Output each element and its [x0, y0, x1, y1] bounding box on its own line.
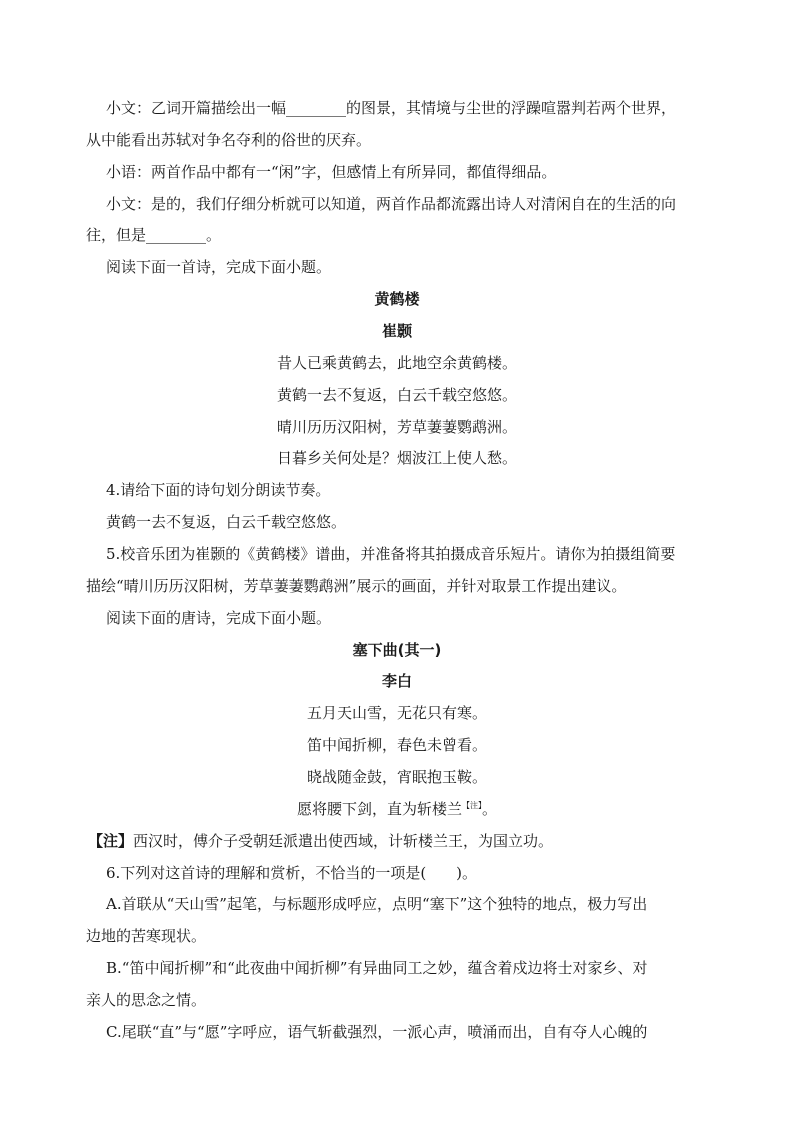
- question-4-line: 黄鹤一去不复返，白云千载空悠悠。: [106, 513, 347, 531]
- poem-line: 黄鹤一去不复返，白云千载空悠悠。: [276, 386, 517, 404]
- question-5-text: 5.校音乐团为崔颢的《黄鹤楼》谱曲，并准备将其拍摄成音乐短片。请你为拍摄组简要: [106, 545, 676, 563]
- paragraph-xiaowen-2: 小文：是的，我们仔细分析就可以知道，两首作品都流露出诗人对清闲自在的生活的向: [106, 195, 677, 213]
- question-4-prompt: 4.请给下面的诗句划分朗读节奏。: [106, 481, 331, 499]
- poem-line: 昔人已乘黄鹤去，此地空余黄鹤楼。: [276, 354, 517, 372]
- paragraph-xiaoyu: 小语：两首作品中都有一“闲”字，但感情上有所异同，都值得细品。: [106, 163, 557, 181]
- option-a: A.首联从“天山雪”起笔，与标题形成呼应，点明“塞下”这个独特的地点，极力写出: [106, 895, 648, 913]
- footnote-text: 西汉时，傅介子受朝廷派遣出使西域，计斩楼兰王，为国立功。: [133, 832, 554, 850]
- poem-last-line-text: 愿将腰下剑，直为斩楼兰: [296, 800, 462, 818]
- footnote-label: 【注】: [88, 832, 134, 850]
- question-6-prompt: 6.下列对这首诗的理解和赏析，不恰当的一项是( )。: [106, 864, 478, 882]
- option-a-cont: 边地的苦寒现状。: [86, 927, 207, 945]
- paragraph-xiaowen-1-cont: 从中能看出苏轼对争名夺利的俗世的厌弃。: [86, 131, 372, 149]
- paragraph-xiaowen-2-cont: 往，但是________。: [86, 226, 222, 244]
- poem-title-huanghelou: 黄鹤楼: [374, 290, 420, 308]
- poem-line: 笛中闻折柳，春色未曾看。: [306, 736, 487, 754]
- option-b: B.“笛中闻折柳”和“此夜曲中闻折柳”有异曲同工之妙，蕴含着戍边将士对家乡、对: [106, 959, 648, 977]
- poem-last-line: [0, 799, 794, 819]
- poem-line: 晴川历历汉阳树，芳草萋萋鹦鹉洲。: [276, 418, 517, 436]
- option-b-cont: 亲人的思念之情。: [86, 991, 207, 1009]
- poem-author-libai: 李白: [381, 672, 412, 690]
- option-c: C.尾联“直”与“愿”字呼应，语气斩截强烈，一派心声，喷涌而出，自有夺人心魄的: [106, 1023, 648, 1041]
- question-5-text-cont: 描绘“晴川历历汉阳树，芳草萋萋鹦鹉洲”展示的画面，并针对取景工作提出建议。: [86, 577, 627, 595]
- footnote: [88, 831, 794, 851]
- instruction-read-tang-poem: 阅读下面的唐诗，完成下面小题。: [106, 609, 332, 627]
- poem-line: 晓战随金鼓，宵眠抱玉鞍。: [306, 768, 487, 786]
- instruction-read-poem: 阅读下面一首诗，完成下面小题。: [106, 258, 332, 276]
- footnote-marker: 【注】: [462, 801, 482, 810]
- poem-line: 五月天山雪，无花只有寒。: [306, 704, 487, 722]
- paragraph-xiaowen-1: 小文：乙词开篇描绘出一幅________的图景，其情境与尘世的浮躁喧嚣判若两个世界，: [106, 99, 677, 117]
- poem-line: 日暮乡关何处是？烟波江上使人愁。: [276, 449, 517, 467]
- poem-title-saixiaqu: 塞下曲(其一): [352, 641, 442, 659]
- poem-author-cuihao: 崔颢: [381, 322, 412, 340]
- poem-last-line-end: 。: [482, 800, 498, 818]
